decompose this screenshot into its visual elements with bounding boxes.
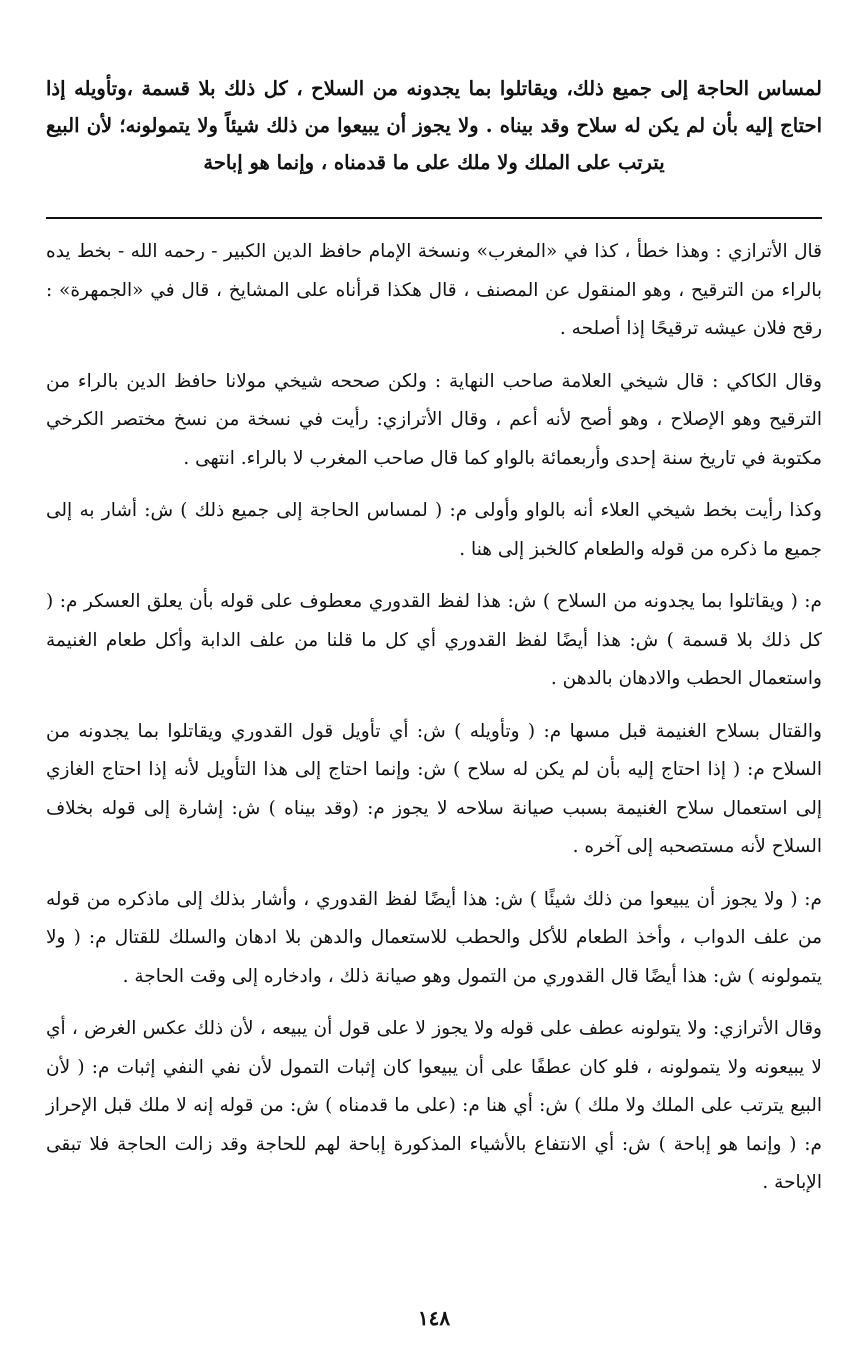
- commentary: [46, 233, 822, 1203]
- commentary-paragraph: م: ( ويقاتلوا بما يجدونه من السلاح ) ش: هذا لفظ القدوري معطوف على قوله بأن يعلق العسكر م: ( كل ذلك بلا قسمة ) ش: هذا أيضًا لفظ القدوري أي كل ما قلنا من علف الدابة وأكل طعام الغنيمة واستعمال الحطب والادهان بالدهن .: [46, 591, 822, 689]
- commentary-paragraph: وقال الأترازي: ولا يتولونه عطف على قوله ولا يجوز لا على قول أن يبيعه ، لأن ذلك عكس الغرض ، أي لا يبيعونه ولا يتمولونه ، فلو كان عطفًا على أن يبيعوا كان إثبات التمول لأن نفي النفي إثبات م: ( لأن البيع يترتب على الملك ولا ملك ) ش: أي هنا م: (على ما قدمناه ) ش: من قوله إنه لا ملك قبل الإحراز م: ( وإنما هو إباحة ) ش: أي الانتفاع بالأشياء المذكورة إباحة لهم للحاجة وقد زالت الحاجة فلا تبقى الإباحة .: [46, 1018, 822, 1193]
- commentary-paragraph: م: ( ولا يجوز أن يبيعوا من ذلك شيئًا ) ش: هذا أيضًا لفظ القدوري ، وأشار بذلك إلى ماذكره من قوله من علف الدواب ، وأخذ الطعام للأكل والحطب للاستعمال والدهن بلا ادهان والسلك للقتال م: ( ولا يتمولونه ) ش: هذا أيضًا قال القدوري من التمول وهو صيانة ذلك ، وادخاره إلى وقت الحاجة .: [46, 888, 822, 987]
- page-number: ١٤٨: [417, 1306, 451, 1330]
- commentary-paragraph: وكذا رأيت بخط شيخي العلاء أنه بالواو وأولى م: ( لمساس الحاجة إلى جميع ذلك ) ش: أشار به إلى جميع ما ذكره من قوله والطعام كالخبز إلى هنا .: [46, 500, 822, 560]
- commentary-paragraph: قال الأترازي : وهذا خطأ ، كذا في «المغرب» ونسخة الإمام حافظ الدين الكبير - رحمه الله - بخط يده بالراء من الترقيح ، وهو المنقول عن المصنف ، قال هكذا قرأناه على المشايخ ، قال في «الجمهرة» : رقح فلان عيشه ترقيحًا إذا أصلحه .: [46, 241, 822, 339]
- main-text: لمساس الحاجة إلى جميع ذلك، ويقاتلوا بما يجدونه من السلاح ، كل ذلك بلا قسمة ،وتأويله إذا احتاج إليه بأن لم يكن له سلاح وقد بيناه . ولا يجوز أن يبيعوا من ذلك شيئاً ولا يتمولونه؛ لأن البيع يترتب على الملك ولا ملك على ما قدمناه ، وإنما هو إباحة: [46, 77, 822, 174]
- commentary-paragraph: وقال الكاكي : قال شيخي العلامة صاحب النهاية : ولكن صححه شيخي مولانا حافظ الدين بالراء من الترقيح وهو الإصلاح ، وهو أصح لأنه أعم ، وقال الأترازي: رأيت في نسخة من نسخ مختصر الكرخي مكتوبة في تاريخ سنة إحدى وأربعمائة بالواو كما قال صاحب المغرب لا بالراء. انتهى .: [46, 370, 822, 469]
- separator-rule: [46, 217, 822, 219]
- commentary-paragraph: والقتال بسلاح الغنيمة قبل مسها م: ( وتأويله ) ش: أي تأويل قول القدوري ويقاتلوا بما يجدونه من السلاح م: ( إذا احتاج إليه بأن لم يكن له سلاح ) ش: وإنما احتاج إلى هذا التأويل لأنه إذا احتاج الغازي إلى استعمال سلاح الغنيمة بسبب صيانة سلاحه لا يجوز م: (وقد بيناه ) ش: إشارة إلى قوله بخلاف السلاح لأنه مستصحبه إلى آخره .: [46, 720, 822, 857]
